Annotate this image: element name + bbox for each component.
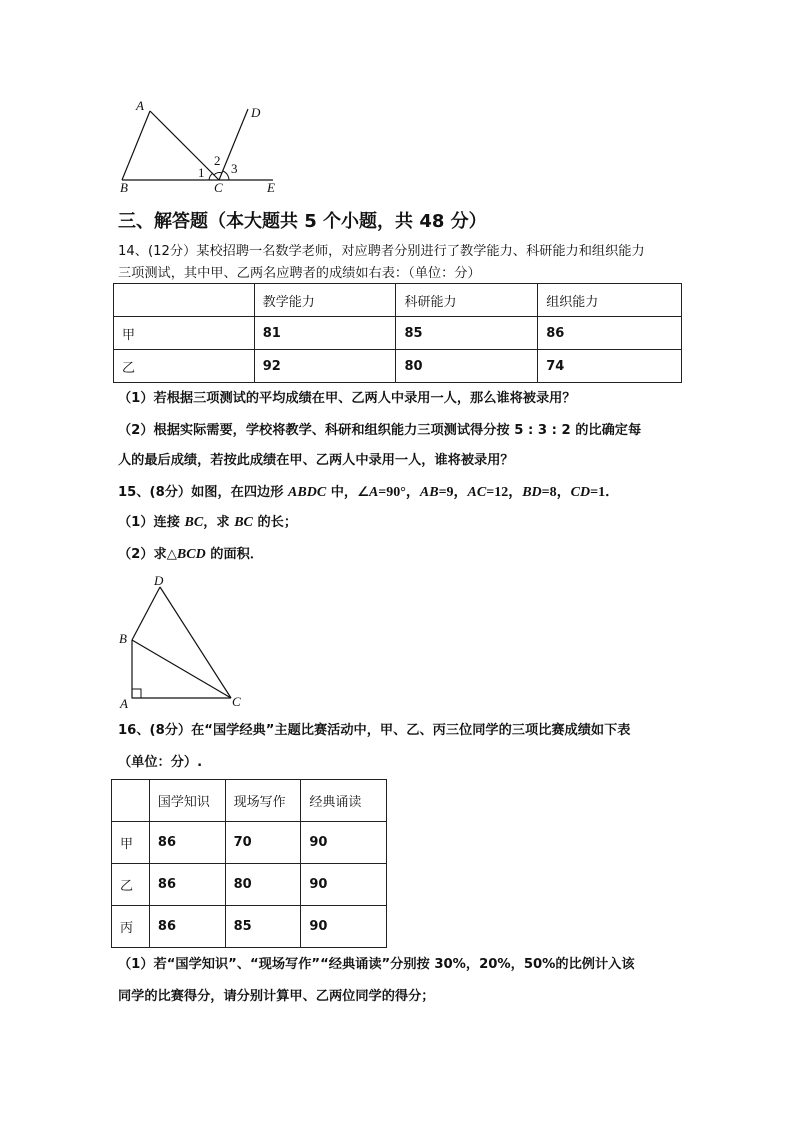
table-header-row bbox=[112, 780, 387, 822]
table-cell: 86 bbox=[149, 822, 225, 864]
table-cell: 85 bbox=[225, 906, 301, 948]
q15-ac: AC bbox=[467, 485, 487, 500]
table-header-cell: 国学知识 bbox=[149, 780, 225, 822]
table-cell: 80 bbox=[225, 864, 301, 906]
table-row bbox=[114, 317, 682, 350]
table-cell: 90 bbox=[301, 822, 387, 864]
segment-ab bbox=[122, 111, 150, 180]
table-header-row bbox=[114, 284, 682, 317]
q15-sub1-pre: （1）连接 bbox=[118, 515, 180, 530]
q14-sub2-line1: （2）根据实际需要，学校将教学、科研和组织能力三项测试得分按 5 : 3 : 2 的比确定每 bbox=[118, 423, 642, 438]
label-d: D bbox=[154, 573, 164, 588]
label-e: E bbox=[267, 180, 275, 195]
section-title: 三、解答题（本大题共 5 个小题，共 48 分） bbox=[118, 211, 487, 232]
figure-angle-diagram bbox=[110, 95, 290, 200]
table-cell bbox=[114, 284, 255, 317]
q15-eq2: =9， bbox=[438, 485, 468, 500]
table-cell: 86 bbox=[149, 906, 225, 948]
table-cell: 74 bbox=[538, 350, 682, 383]
segment-bd bbox=[132, 587, 160, 640]
table-cell bbox=[112, 780, 150, 822]
figure-quadrilateral bbox=[112, 572, 252, 712]
label-angle-3: 3 bbox=[231, 161, 238, 176]
table-cell: 92 bbox=[254, 350, 396, 383]
q15-sub2-bcd: BCD bbox=[176, 547, 206, 562]
q14-line1: 14、(12分）某校招聘一名数学老师，对应聘者分别进行了教学能力、科研能力和组织能力 bbox=[118, 244, 645, 259]
q14-line2: 三项测试，其中甲、乙两名应聘者的成绩如右表：（单位：分） bbox=[118, 266, 481, 281]
label-d: D bbox=[251, 105, 261, 120]
q15-eq5: =1． bbox=[590, 485, 620, 500]
table-row bbox=[114, 350, 682, 383]
table-cell: 90 bbox=[301, 906, 387, 948]
table-cell: 乙 bbox=[112, 864, 150, 906]
q14-sub2-line2: 人的最后成绩，若按此成绩在甲、乙两人中录用一人，谁将被录用？ bbox=[118, 453, 514, 468]
angle-arc-3 bbox=[223, 171, 229, 180]
table-cell: 丙 bbox=[112, 906, 150, 948]
table-cell: 85 bbox=[396, 317, 538, 350]
angle-arc-1 bbox=[209, 173, 213, 180]
table-row bbox=[112, 864, 387, 906]
q15-sub2 bbox=[118, 543, 263, 566]
label-b: B bbox=[120, 180, 128, 195]
q16-sub1-line2: 同学的比赛得分，请分别计算甲、乙两位同学的得分； bbox=[118, 989, 435, 1004]
q15-sub2-pre: （2）求△ bbox=[118, 547, 177, 562]
q15-sub1-mid: ，求 bbox=[203, 515, 230, 530]
segment-bc bbox=[132, 640, 231, 698]
table-header-cell: 组织能力 bbox=[538, 284, 682, 317]
q15-cd: CD bbox=[570, 485, 591, 500]
segment-ac bbox=[150, 111, 219, 180]
table-header-cell: 经典诵读 bbox=[301, 780, 387, 822]
q15-statement bbox=[118, 481, 619, 504]
q15-eq4: =8， bbox=[541, 485, 571, 500]
table-cell: 甲 bbox=[112, 822, 150, 864]
table-cell: 70 bbox=[225, 822, 301, 864]
label-angle-2: 2 bbox=[214, 153, 221, 168]
table-row bbox=[112, 906, 387, 948]
q16-line1: 16、(8分）在“国学经典”主题比赛活动中，甲、乙、丙三位同学的三项比赛成绩如下表 bbox=[118, 723, 631, 738]
table-cell: 90 bbox=[301, 864, 387, 906]
q16-line2: （单位：分）. bbox=[118, 755, 203, 770]
table-header-cell: 现场写作 bbox=[225, 780, 301, 822]
table-cell: 86 bbox=[538, 317, 682, 350]
table-cell: 81 bbox=[254, 317, 396, 350]
q15-eq1: =90°， bbox=[378, 485, 420, 500]
table-row bbox=[112, 822, 387, 864]
q15-eq3: =12， bbox=[486, 485, 523, 500]
table-cell: 86 bbox=[149, 864, 225, 906]
table-cell: 乙 bbox=[114, 350, 255, 383]
table-header-cell: 科研能力 bbox=[396, 284, 538, 317]
q15-ab: AB bbox=[419, 485, 439, 500]
table-cell: 80 bbox=[396, 350, 538, 383]
label-c: C bbox=[232, 694, 241, 709]
label-c: C bbox=[214, 180, 223, 195]
q15-mid: 中，∠ bbox=[330, 485, 369, 500]
q14-score-table bbox=[113, 283, 682, 383]
table-cell: 甲 bbox=[114, 317, 255, 350]
label-a: A bbox=[120, 696, 128, 711]
q15-bd: BD bbox=[522, 485, 542, 500]
q15-sub2-post: 的面积． bbox=[210, 547, 264, 562]
label-b: B bbox=[119, 631, 127, 646]
q15-sub1-bc: BC bbox=[184, 515, 204, 530]
segment-dc bbox=[160, 587, 231, 698]
q16-sub1-line1: （1）若“国学知识”、“现场写作”“经典诵读”分别按 30%，20%，50%的比例计入该 bbox=[118, 957, 635, 972]
table-header-cell: 教学能力 bbox=[254, 284, 396, 317]
q16-score-table bbox=[111, 779, 387, 948]
q14-sub1: （1）若根据三项测试的平均成绩在甲、乙两人中录用一人，那么谁将被录用？ bbox=[118, 391, 576, 406]
right-angle-mark bbox=[132, 689, 141, 698]
label-a: A bbox=[136, 98, 144, 113]
q15-intro: 15、(8分）如图，在四边形 bbox=[118, 485, 284, 500]
q15-angle-a: A bbox=[368, 485, 379, 500]
q15-quad: ABDC bbox=[288, 485, 327, 500]
label-angle-1: 1 bbox=[198, 165, 205, 180]
q15-sub1-bc2: BC bbox=[234, 515, 253, 530]
q15-sub1 bbox=[118, 511, 297, 534]
q15-sub1-post: 的长； bbox=[257, 515, 298, 530]
